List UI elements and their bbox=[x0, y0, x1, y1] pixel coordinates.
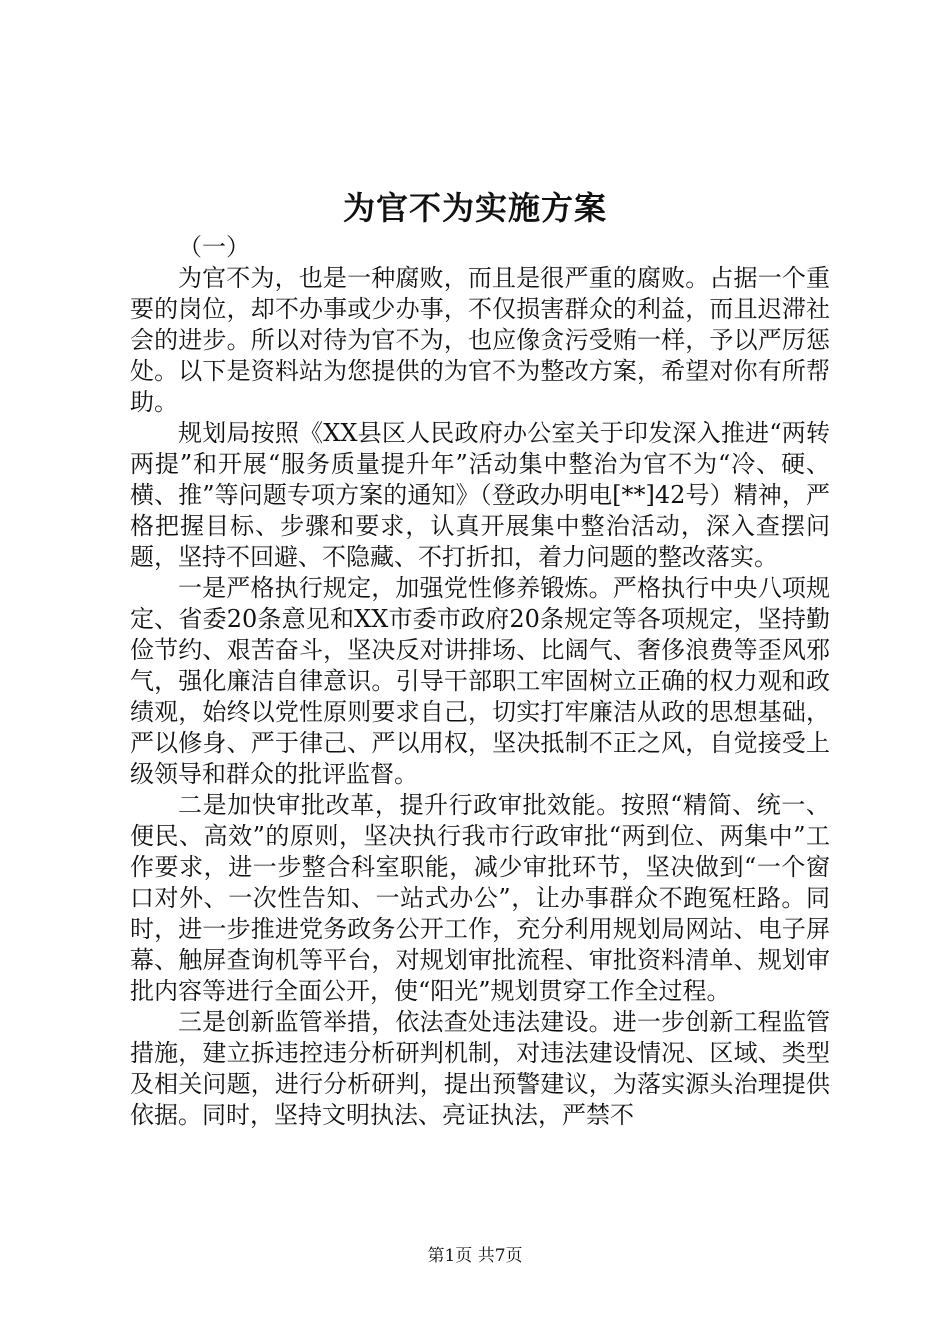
page-indicator: 第1页 共7页 bbox=[427, 1246, 523, 1266]
paragraph-background: 规划局按照《XX县区人民政府办公室关于印发深入推进“两转两提”和开展“服务质量提升年”活动集中整治为官不为“冷、硬、横、推”等问题专项方案的通知》（登政办明电[**]42号）精神，严格把握目标、步骤和要求，认真开展集中整治活动，深入查摆问题，坚持不回避、不隐藏、不打折扣，着力问题的整改落实。 bbox=[130, 419, 830, 571]
page-title: 为官不为实施方案 bbox=[342, 189, 607, 227]
section-label: （一） bbox=[178, 233, 250, 261]
document-body bbox=[130, 232, 830, 1131]
paragraph-measure-3: 三是创新监管举措，依法查处违法建设。进一步创新工程监管措施，建立拆违控违分析研判机制，对违法建设情况、区域、类型及相关问题，进行分析研判，提出预警建议，为落实源头治理提供依据。同时，坚持文明执法、亮证执法，严禁不 bbox=[130, 1008, 830, 1129]
paragraph-measure-2: 二是加快审批改革，提升行政审批效能。按照“精简、统一、便民、高效”的原则，坚决执行我市行政审批“两到位、两集中”工作要求，进一步整合科室职能，减少审批环节，坚决做到“一个窗口对外、一次性告知、一站式办公”，让办事群众不跑冤枉路。同时，进一步推进党务政务公开工作，充分利用规划局网站、电子屏幕、触屏查询机等平台，对规划审批流程、审批资料清单、规划审批内容等进行全面公开，使“阳光”规划贯穿工作全过程。 bbox=[130, 791, 830, 1005]
paragraph-measure-1: 一是严格执行规定，加强党性修养锻炼。严格执行中央八项规定、省委20条意见和XX市委市政府20条规定等各项规定，坚持勤俭节约、艰苦奋斗，坚决反对讲排场、比阔气、奢侈浪费等歪风邪气，强化廉洁自律意识。引导干部职工牢固树立正确的权力观和政绩观，始终以党性原则要求自己，切实打牢廉洁从政的思想基础，严以修身、严于律己、严以用权，坚决抵制不正之风，自觉接受上级领导和群众的批评监督。 bbox=[130, 574, 830, 788]
paragraph-intro: 为官不为，也是一种腐败，而且是很严重的腐败。占据一个重要的岗位，却不办事或少办事，不仅损害群众的利益，而且迟滞社会的进步。所以对待为官不为，也应像贪污受贿一样，予以严厉惩处。以下是资料站为您提供的为官不为整改方案，希望对你有所帮助。 bbox=[130, 264, 830, 416]
